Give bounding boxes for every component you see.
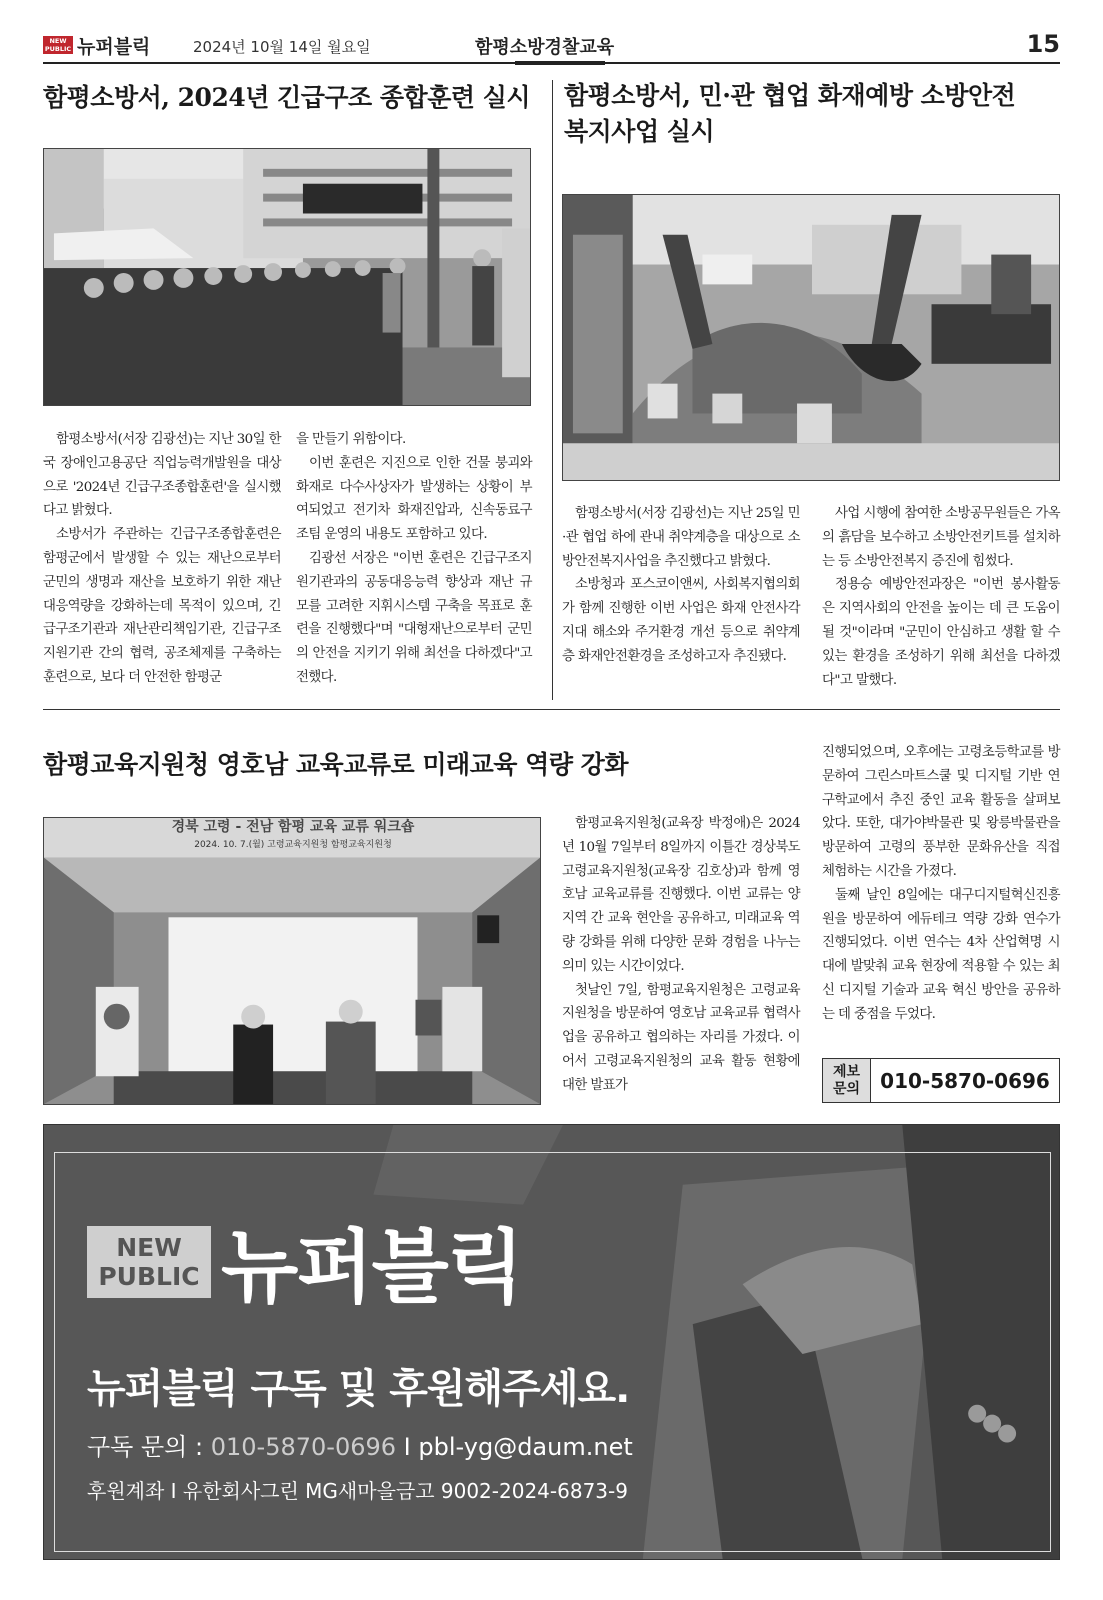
banner-title: 경북 고령 - 전남 함평 교육 교류 워크숍 [171,819,415,835]
tip-label [823,1059,871,1102]
article2-photo [562,194,1060,481]
banner-subtitle: 2024. 10. 7.(월) 고령교육지원청 함평교육지원청 [194,840,392,850]
article2-column-2 [822,502,1060,692]
paragraph: 첫날인 7일, 함평교육지원청은 고령교육지원청을 방문하여 영호남 교육교류 협력사업을 공유하고 협의하는 자리를 가졌다. 이어서 고령교육지원청의 교육 활동 현황에 대한 발표가 [562,982,800,1093]
paragraph: 소방청과 포스코이앤씨, 사회복지협의회가 함께 진행한 이번 사업은 화재 안전사각지대 해소와 주거환경 개선 등으로 취약계층 화재안전환경을 조성하고자 추진됐다. [562,577,800,664]
paragraph: 이번 훈련은 지진으로 인한 건물 붕괴와 화재로 다수사상자가 발생하는 상황이 부여되었고 전기차 화재진압과, 신속동료구조팀 운영의 내용도 포함하고 있다. [296,455,532,543]
article2-column-1 [562,502,800,669]
ad-slogan: 뉴퍼블릭 구독 및 후원해주세요. [87,1366,630,1412]
paragraph: 함평소방서(서장 김광선)는 지난 30일 한국 장애인고용공단 직업능력개발원을 대상으로 '2024년 긴급구조종합훈련'을 실시했다고 밝혔다. [43,432,281,519]
article3-photo [43,817,541,1105]
headline-line: 복지사업 실시 [564,117,715,146]
ad-logo-badge [87,1226,211,1298]
article3-column-1 [562,812,800,1098]
ad-subscribe-line [87,1427,633,1462]
article3-column-2 [822,741,1060,1027]
article1-column-1 [43,428,281,690]
tip-contact-box [822,1058,1060,1103]
paragraph: 정용승 예방안전과장은 "이번 봉사활동은 지역사회의 안전을 높이는 데 큰 도움이 될 것"이라며 "군민이 안심하고 생활 할 수 있는 환경을 조성하기 위해 최선을 다하겠다"고 말했다. [822,577,1060,688]
article1-photo [43,148,531,406]
subscribe-email[interactable]: I pbl-yg@daum.net [403,1433,633,1461]
section-divider [43,709,1060,710]
ad-brand-name: 뉴퍼블릭 [221,1221,523,1314]
workshop-banner [44,818,541,858]
article3-headline: 함평교육지원청 영호남 교육교류로 미래교육 역량 강화 [43,750,628,779]
paragraph: 소방서가 주관하는 긴급구조종합훈련은 함평군에서 발생할 수 있는 재난으로부터 군민의 생명과 재산을 보호하기 위한 재난대응역량을 강화하는데 목적이 있으며, 긴급구조기관과 재난관리책임기관, 긴급구조지원기관 간의 협력, 공조체제를 구축하는 훈련으로, 보다 더 안전한 함평군 [43,527,281,685]
paragraph: 을 만들기 위함이다. [296,432,406,447]
badge-line: PUBLIC [98,1262,200,1291]
section-name: 함평소방경찰교육 [475,37,615,58]
article2-headline [564,78,1015,150]
article1-headline: 함평소방서, 2024년 긴급구조 종합훈련 실시 [43,83,530,112]
badge-line: NEW [116,1233,182,1262]
tip-label-line: 문의 [832,1080,861,1097]
ad-donate-line [87,1475,628,1504]
tip-label-line: 제보 [832,1063,861,1080]
donate-account: I 유한회사그린 MG새마을금고 9002-2024-6873-9 [170,1479,628,1503]
subscription-ad [43,1124,1060,1560]
paragraph: 김광선 서장은 "이번 훈련은 긴급구조지원기관과의 공동대응능력 향상과 재난 규모를 고려한 지휘시스템 구축을 목표로 훈련을 진행했다"며 "대형재난으로부터 군민의 안전을 지키기 위해 최선을 다하겠다"고 전했다. [296,550,532,685]
logo-name[interactable]: 뉴퍼블릭 [77,36,151,58]
issue-date: 2024년 10월 14일 월요일 [193,38,371,56]
paragraph: 사업 시행에 참여한 소방공무원들은 가옥의 흙담을 보수하고 소방안전키트를 설치하는 등 소방안전복지 증진에 힘썼다. [822,506,1060,569]
column-divider [552,80,553,700]
article1-column-2 [296,428,532,690]
headline-line: 함평소방서, 민·관 협업 화재예방 소방안전 [564,81,1016,110]
paragraph: 함평교육지원청(교육장 박정애)은 2024년 10월 7일부터 8일까지 이틀간 경상북도 고령교육지원청(교육장 김호상)과 함께 영호남 교육교류를 진행했다. 이번 교류는 양 지역 간 교육 현안을 공유하고, 미래교육 역량 강화를 위해 다양한 문화 경험을 나누는 의미 있는 시간이었다. [562,816,800,974]
paragraph: 함평소방서(서장 김광선)는 지난 25일 민·관 협업 하에 관내 취약계층을 대상으로 소방안전복지사업을 추진했다고 밝혔다. [562,506,800,569]
logo-badge: NEW PUBLIC [44,37,72,53]
section-underline [515,61,605,65]
paragraph: 진행되었으며, 오후에는 고령초등학교를 방문하여 그린스마트스쿨 및 디지털 기반 연구학교에서 추진 중인 교육 활동을 살펴보았다. 또한, 대가야박물관 및 왕릉박물관을 방문하여 고령의 풍부한 문화유산을 직접 체험하는 시간을 가졌다. [822,745,1060,879]
page-number: 15 [1026,30,1060,58]
subscribe-phone[interactable]: 010-5870-0696 [210,1433,397,1461]
paragraph: 둘째 날인 8일에는 대구디지털혁신진흥원을 방문하여 에듀테크 역량 강화 연수가 진행되었다. 이번 연수는 4차 산업혁명 시대에 발맞춰 교육 현장에 적용할 수 있는 최신 디지털 기술과 교육 혁신 방안을 공유하는 데 중점을 두었다. [822,887,1060,1022]
masthead [43,30,1060,64]
tip-phone[interactable]: 010-5870-0696 [880,1068,1050,1093]
donate-label: 후원계좌 [87,1479,165,1503]
subscribe-label: 구독 문의 : [87,1433,204,1461]
